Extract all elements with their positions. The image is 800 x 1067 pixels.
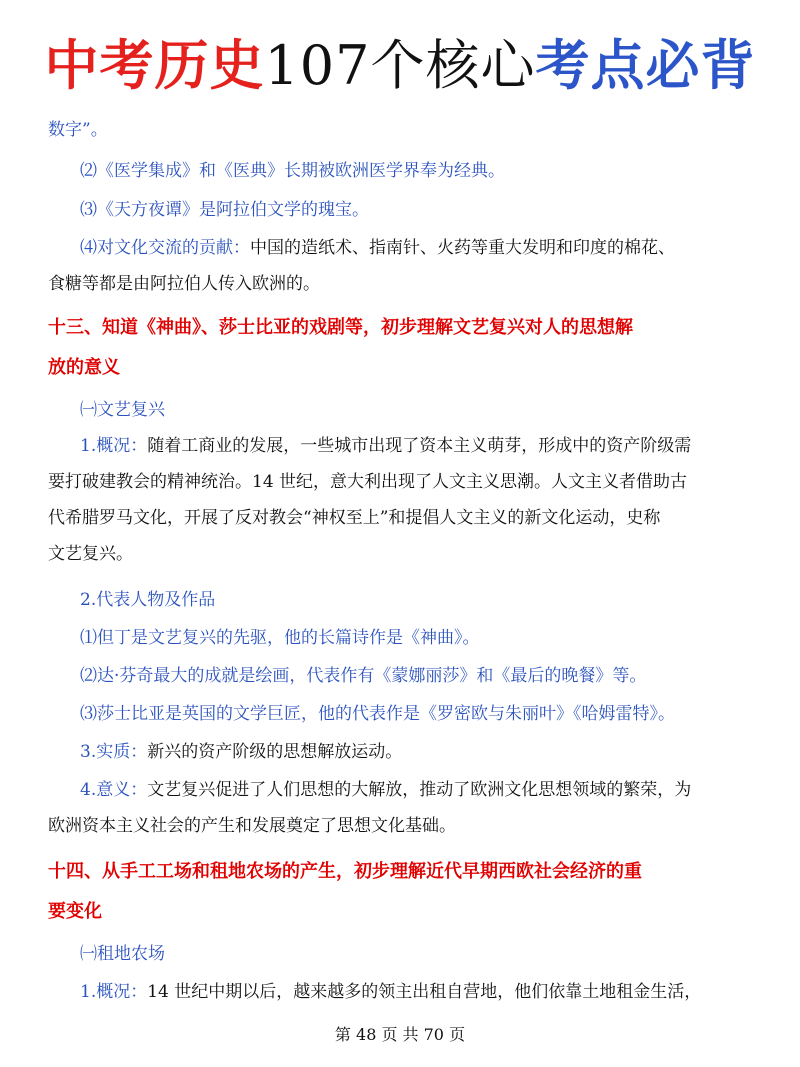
text-line [48,772,760,808]
text-line: 欧洲资本主义社会的产生和发展奠定了思想文化基础。 [48,816,456,836]
page-title [0,30,800,101]
item-text: 中国的造纸术、指南针、火药等重大发明和印度的棉花、 [250,238,675,258]
item-label: 3.实质： [80,742,148,762]
item-label: 4.意义： [80,780,148,800]
text-line: 文艺复兴。 [48,544,133,564]
text-line: ⑴但丁是文艺复兴的先驱，他的长篇诗作是《神曲》。 [80,628,480,648]
section-heading: 十四、从手工工场和租地农场的产生，初步理解近代早期西欧社会经济的重 [48,861,642,882]
text-line: 食糖等都是由阿拉伯人传入欧洲的。 [48,274,320,294]
item-label: ⑷对文化交流的贡献： [80,238,250,258]
text-line: 2.代表人物及作品 [80,590,216,610]
text-line [48,428,760,464]
text-line [48,734,760,770]
text-line: ⑶《天方夜谭》是阿拉伯文学的瑰宝。 [80,200,369,220]
text-line: 代希腊罗马文化，开展了反对教会“神权至上”和提倡人文主义的新文化运动，史称 [48,508,661,528]
item-label: 1.概况： [80,982,148,1002]
subsection-heading: ㈠租地农场 [80,944,165,964]
section-heading: 要变化 [48,901,102,922]
text-line: ⑶莎士比亚是英国的文学巨匠，他的代表作是《罗密欧与朱丽叶》《哈姆雷特》。 [80,704,675,724]
section-heading: 十三、知道《神曲》、莎士比亚的戏剧等，初步理解文艺复兴对人的思想解 [48,317,633,338]
item-text: 文艺复兴促进了人们思想的大解放，推动了欧洲文化思想领域的繁荣，为 [147,780,692,800]
section-heading: 放的意义 [48,357,120,378]
title-part-red: 中考历史 [44,33,265,97]
title-part-blue: 考点必背 [535,33,756,97]
item-text: 随着工商业的发展，一些城市出现了资本主义萌芽，形成中的资产阶级需 [147,436,692,456]
text-line: 要打破建教会的精神统治。14 世纪，意大利出现了人文主义思潮。人文主义者借助古 [48,472,688,492]
item-text: 14 世纪中期以后，越来越多的领主出租自营地，他们依靠土地租金生活， [147,982,702,1002]
subsection-heading: ㈠文艺复兴 [80,400,165,420]
title-part-black: 个核心 [370,34,536,97]
text-line: ⑵达·芬奇最大的成就是绘画，代表作有《蒙娜丽莎》和《最后的晚餐》等。 [80,666,647,686]
text-line [48,974,760,1010]
item-label: 1.概况： [80,436,148,456]
title-part-number: 107 [264,34,371,97]
text-line: 数字”。 [48,120,108,140]
page-number-footer: 第 48 页 共 70 页 [334,1025,466,1044]
item-text: 新兴的资产阶级的思想解放运动。 [147,742,403,762]
text-line: ⑵《医学集成》和《医典》长期被欧洲医学界奉为经典。 [80,161,505,181]
text-line [48,230,760,266]
